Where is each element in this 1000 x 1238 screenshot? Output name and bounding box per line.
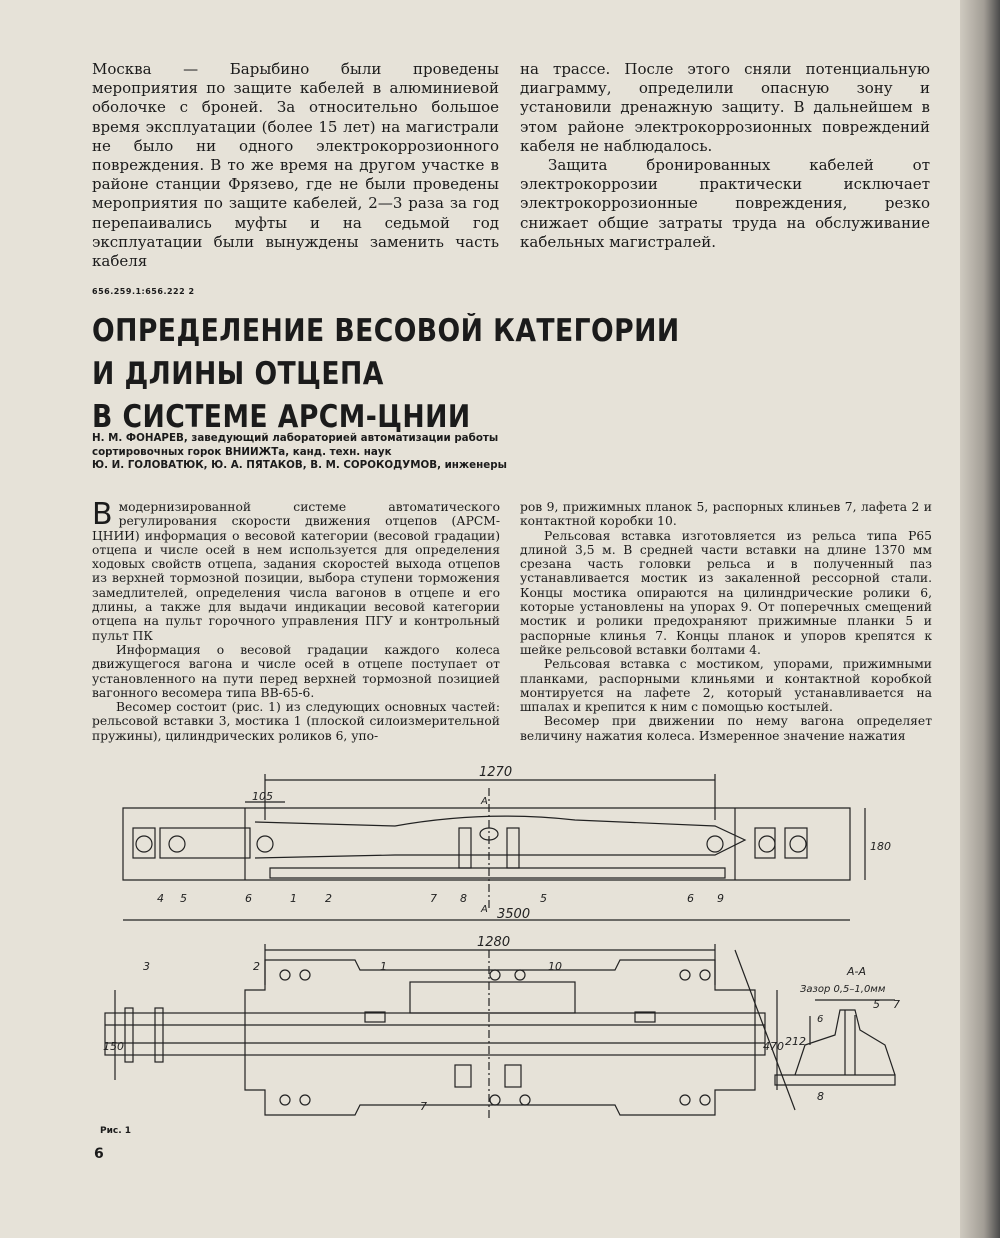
part-label: 1: [290, 892, 297, 905]
dim-3500-label: 3500: [497, 907, 531, 922]
page-number: 6: [94, 1146, 104, 1162]
part-label: 2: [325, 892, 332, 905]
top-right-column: [520, 60, 930, 252]
part-label: 1: [380, 960, 387, 973]
body-left-paragraph-2: Информация о весовой градации каждого колеса движущегося вагона и числе осей в отцепе поступает от установленного на пути перед верхней тормозной позицией вагонного весомера типа ВВ-65-6.: [92, 642, 500, 700]
top-right-paragraph-1: на трассе. После этого сняли потенциальную диаграмму, определили опасную зону и установили дренажную защиту. В дальнейшем в этом районе электрокоррозионных повреждений кабеля не наблюдалось.: [520, 60, 930, 155]
author-line-3: Ю. И. ГОЛОВАТЮК, Ю. А. ПЯТАКОВ, В. М. СОРОКОДУМОВ, инженеры: [92, 459, 507, 471]
body-right-paragraph-2: Рельсовая вставка изготовляется из рельса типа Р65 длиной 3,5 м. В средней части вставки на длине 1370 мм срезана часть головки рельса и в полученный паз устанавливается мостик из закаленной рессорной стали. Концы мостика опираются на цилиндрические ролики 6, которые установлены на упорах 9. От поперечных смещений мостик и ролики предохраняют прижимные планки 5 и распорные клинья 7. Концы планок и упоров крепятся к шейке рельсовой вставки болтами 4.: [520, 528, 932, 657]
part-label: 5: [540, 892, 547, 905]
part-label: 7: [893, 998, 900, 1011]
dim-150-label: 150: [103, 1040, 124, 1053]
udc-code: 656.259.1:656.222 2: [92, 287, 195, 296]
drop-cap: В: [92, 497, 113, 532]
body-right-paragraph-4: Весомер при движении по нему вагона определяет величину нажатия колеса. Измеренное значение нажатия: [520, 714, 932, 743]
body-left-paragraph-3: Весомер состоит (рис. 1) из следующих основных частей: рельсовой вставки 3, мостика 1 (плоской силоизмерительной пружины), цилиндрических роликов 6, упо-: [92, 700, 500, 743]
body-left-paragraph-1: Вмодернизированной системе автоматического регулирования скорости движения отцепов (АРСМ-ЦНИИ) информация о весовой категории (весовой градации) отцепа и числе осей в нем используется для определения ходовых свойств отцепа, задания скоростей выхода отцепов из верхней тормозной позиции, выбора ступени торможения замедлителей, определения числа вагонов в отцепе и его длины, а также для выдачи индикации весовой категории отцепа на пульт горочного управления ПГУ и контрольный пульт ПК: [92, 497, 500, 643]
section-aa-label: А-А: [847, 965, 867, 978]
part-label: 5: [873, 998, 880, 1011]
figure-caption: Рис. 1: [100, 1126, 132, 1136]
page-edge-shadow: [960, 0, 1000, 1238]
body-right-paragraph-1: ров 9, прижимных планок 5, распорных клиньев 7, лафета 2 и контактной коробки 10.: [520, 500, 932, 529]
rail-bottom-view: [105, 1013, 765, 1055]
part-label: 8: [460, 892, 467, 905]
author-line-2: сортировочных горок ВНИИЖТа, канд. техн. наук: [92, 445, 392, 458]
part-label: 6: [687, 892, 694, 905]
part-label: 3: [143, 960, 150, 973]
title-line-2: В СИСТЕМЕ АРСМ-ЦНИИ: [92, 399, 471, 435]
dim-105-label: 105: [252, 790, 273, 803]
part-label: 7: [430, 892, 437, 905]
section-mark-top: А: [481, 796, 488, 807]
body-right-column: [520, 500, 932, 743]
gap-label: Зазор 0,5–1,0мм: [800, 984, 886, 995]
part-label: 7: [420, 1100, 427, 1113]
dim-1270-label: 1270: [479, 765, 513, 780]
dim-1280-label: 1280: [477, 935, 511, 950]
part-label: 4: [157, 892, 164, 905]
part-label: 9: [717, 892, 724, 905]
dim-180-label: 180: [870, 840, 891, 853]
dim-212-label: 212: [785, 1035, 806, 1048]
top-left-column: [92, 60, 499, 271]
carriage-bottom-view: [245, 960, 755, 1115]
body-right-paragraph-3: Рельсовая вставка с мостиком, упорами, прижимными планками, распорными клиньями и контактной коробкой монтируется на лафете 2, который устанавливается на шпалах и крепится к ним с помощью костылей.: [520, 657, 932, 715]
part-label: 8: [817, 1090, 824, 1103]
authors-block: [92, 432, 712, 473]
section-base: [775, 1075, 895, 1085]
dim-6-label: 6: [817, 1014, 824, 1025]
part-label: 2: [253, 960, 260, 973]
part-label: 5: [180, 892, 187, 905]
technical-drawing-figure: [95, 760, 940, 1140]
dim-470-label: 470: [763, 1040, 784, 1053]
top-right-paragraph-2: Защита бронированных кабелей от электрокоррозии практически исключает электрокоррозионные повреждения, резко снижает общие затраты труда на обслуживание кабельных магистралей.: [520, 156, 930, 251]
author-line-1: Н. М. ФОНАРЕВ, заведующий лабораторией автоматизации работы: [92, 432, 499, 444]
article-title: [92, 310, 694, 439]
section-mark-bottom: А: [481, 904, 488, 915]
part-label: 10: [548, 960, 562, 973]
body-left-column: [92, 497, 500, 743]
rail-insert-top-view: [123, 808, 850, 880]
part-label: 6: [245, 892, 252, 905]
top-left-paragraph: Москва — Барыбино были проведены мероприятия по защите кабелей в алюминиевой оболочке с броней. За относительно большое время эксплуатации (более 15 лет) на магистрали не было ни одного электрокоррозионного повреждения. В то же время на другом участке в районе станции Фрязево, где не были проведены мероприятия по защите кабелей, 2—3 раза за год перепаивались муфты и на седьмой год эксплуатации были вынуждены заменить часть кабеля: [92, 60, 499, 271]
title-line-1: ОПРЕДЕЛЕНИЕ ВЕСОВОЙ КАТЕГОРИИ И ДЛИНЫ ОТЦЕПА: [92, 313, 680, 392]
